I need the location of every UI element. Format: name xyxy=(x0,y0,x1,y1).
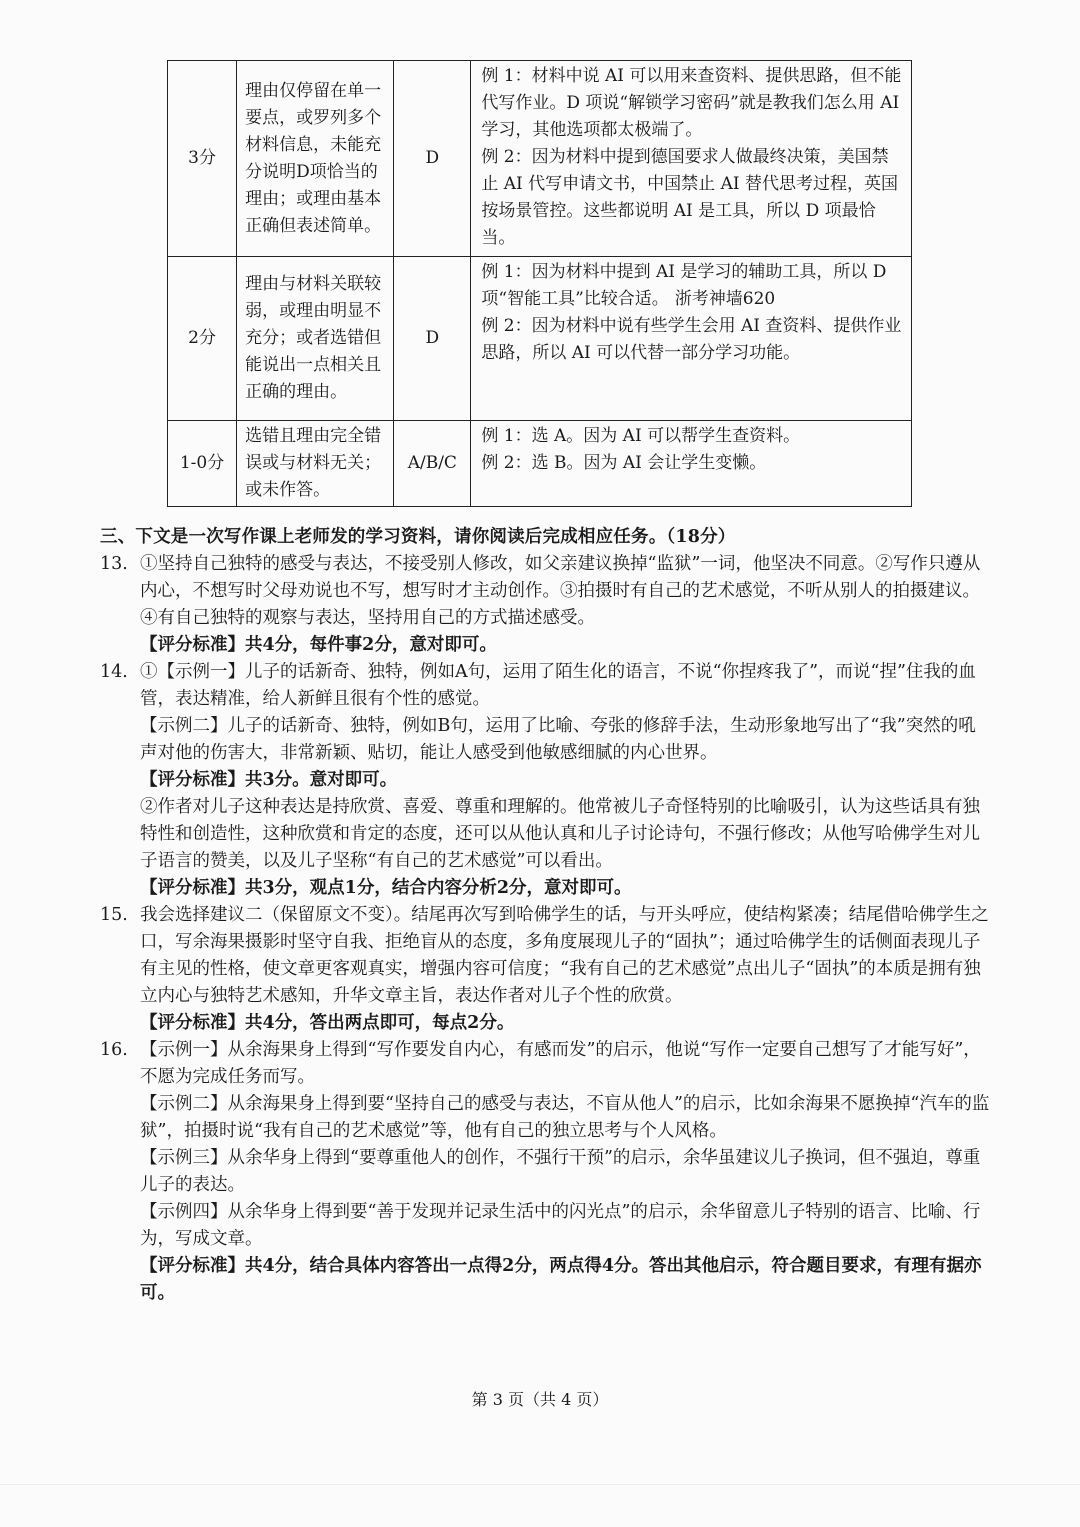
scoring-standard: 【评分标准】共3分。意对即可。 xyxy=(140,770,398,790)
table-row xyxy=(168,257,912,421)
question-13 xyxy=(100,551,990,659)
answer-paragraph: 【示例二】从余海果身上得到要“坚持自己的感受与表达，不盲从他人”的启示，比如余海果不愿换掉“汽车的监狱”，拍摄时说“我有自己的艺术感觉”等，他有自己的独立思考与个人风格。 xyxy=(140,1094,990,1141)
scoring-standard: 【评分标准】共4分，每件事2分，意对即可。 xyxy=(140,635,497,655)
page-divider xyxy=(0,1484,1080,1485)
example-cell xyxy=(471,61,912,257)
example-cell xyxy=(471,421,912,507)
answer-paragraph: 【示例二】儿子的话新奇、独特，例如B句，运用了比喻、夸张的修辞手法，生动形象地写出了“我”突然的吼声对他的伤害大，非常新颖、贴切，能让人感受到他敏感细腻的内心世界。 xyxy=(140,716,976,763)
scoring-standard: 【评分标准】共4分，答出两点即可，每点2分。 xyxy=(140,1013,515,1033)
example-cell xyxy=(471,257,912,421)
question-16 xyxy=(100,1037,990,1307)
answer-paragraph: ①【示例一】儿子的话新奇、独特，例如A句，运用了陌生化的语言，不说“你捏疼我了”，而说“捏”住我的血管，表达精准，给人新鲜且很有个性的感觉。 xyxy=(140,662,976,709)
watermark-text: 浙考神墙620 xyxy=(674,289,776,309)
question-number: 16. xyxy=(100,1040,128,1060)
table-row xyxy=(168,61,912,257)
answer-paragraph: 我会选择建议二（保留原文不变）。结尾再次写到哈佛学生的话，与开头呼应，使结构紧凑；结尾借哈佛学生之口，写余海果摄影时坚守自我、拒绝盲从的态度，多角度展现儿子的“固执”；通过哈佛学生的话侧面表现儿子有主见的性格，使文章更客观真实，增强内容可信度；“我有自己的艺术感觉”点出儿子“固执”的本质是拥有独立内心与独特艺术感知，升华文章主旨，表达作者对儿子个性的欣赏。 xyxy=(140,905,989,1006)
table-row xyxy=(168,421,912,507)
score-cell: 3分 xyxy=(168,61,237,257)
question-number: 15. xyxy=(100,905,128,925)
score-cell: 1-0分 xyxy=(168,421,237,507)
scoring-standard: 【评分标准】共4分，结合具体内容答出一点得2分，两点得4分。答出其他启示，符合题目要求，有理有据亦可。 xyxy=(140,1256,982,1303)
example-line: 例 2：因为材料中提到德国要求人做最终决策，美国禁止 AI 代写申请文书，中国禁止 AI 替代思考过程，英国按场景管控。这些都说明 AI 是工具，所以 D 项最恰当。 xyxy=(481,147,898,248)
example-line: 例 2：因为材料中说有些学生会用 AI 查资料、提供作业思路，所以 AI 可以代替一部分学习功能。 xyxy=(481,316,902,363)
reason-cell: 理由仅停留在单一要点，或罗列多个材料信息，未能充分说明D项恰当的理由；或理由基本正确但表述简单。 xyxy=(245,80,382,236)
answer-section xyxy=(100,524,990,1307)
example-line: 例 1：因为材料中提到 AI 是学习的辅助工具，所以 D 项“智能工具”比较合适。 xyxy=(481,262,887,309)
page-footer: 第 3 页（共 4 页） xyxy=(471,1390,609,1409)
reason-cell: 选错且理由完全错误或与材料无关；或未作答。 xyxy=(245,426,382,500)
scoring-standard: 【评分标准】共3分，观点1分，结合内容分析2分，意对即可。 xyxy=(140,878,632,898)
answer-paragraph: 【示例一】从余海果身上得到“写作要发自内心，有感而发”的启示，他说“写作一定要自己想写了才能写好”，不愿为完成任务而写。 xyxy=(140,1040,981,1087)
scoring-table xyxy=(167,60,912,507)
choice-cell: A/B/C xyxy=(394,421,471,507)
answer-paragraph: ①坚持自己独特的感受与表达，不接受别人修改，如父亲建议换掉“监狱”一词，他坚决不同意。②写作只遵从内心，不想写时父母劝说也不写，想写时才主动创作。③拍摄时有自己的艺术感觉，不听从别人的拍摄建议。④有自己独特的观察与表达，坚持用自己的方式描述感受。 xyxy=(140,554,981,628)
question-14 xyxy=(100,659,990,902)
example-line: 例 2：选 B。因为 AI 会让学生变懒。 xyxy=(481,453,767,473)
answer-paragraph: ②作者对儿子这种表达是持欣赏、喜爱、尊重和理解的。他常被儿子奇怪特别的比喻吸引，认为这些话具有独特性和创造性，这种欣赏和肯定的态度，还可以从他认真和儿子讨论诗句，不强行修改；从他写哈佛学生对儿子语言的赞美，以及儿子坚称“有自己的艺术感觉”可以看出。 xyxy=(140,797,980,871)
question-number: 13. xyxy=(100,554,128,574)
answer-paragraph: 【示例四】从余华身上得到要“善于发现并记录生活中的闪光点”的启示，余华留意儿子特别的语言、比喻、行为，写成文章。 xyxy=(140,1202,981,1249)
score-cell: 2分 xyxy=(168,257,237,421)
question-15 xyxy=(100,902,990,1037)
example-line: 例 1：材料中说 AI 可以用来查资料、提供思路，但不能代写作业。D 项说“解锁学习密码”就是教我们怎么用 AI 学习，其他选项都太极端了。 xyxy=(481,66,902,140)
choice-cell: D xyxy=(394,257,471,421)
example-line: 例 1：选 A。因为 AI 可以帮学生查资料。 xyxy=(481,426,801,446)
section-title: 三、下文是一次写作课上老师发的学习资料，请你阅读后完成相应任务。（18分） xyxy=(100,527,736,547)
choice-cell: D xyxy=(394,61,471,257)
reason-cell: 理由与材料关联较弱，或理由明显不充分；或者选错但能说出一点相关且正确的理由。 xyxy=(245,274,382,402)
answer-paragraph: 【示例三】从余华身上得到“要尊重他人的创作，不强行干预”的启示，余华虽建议儿子换词，但不强迫，尊重儿子的表达。 xyxy=(140,1148,981,1195)
question-number: 14. xyxy=(100,662,128,682)
